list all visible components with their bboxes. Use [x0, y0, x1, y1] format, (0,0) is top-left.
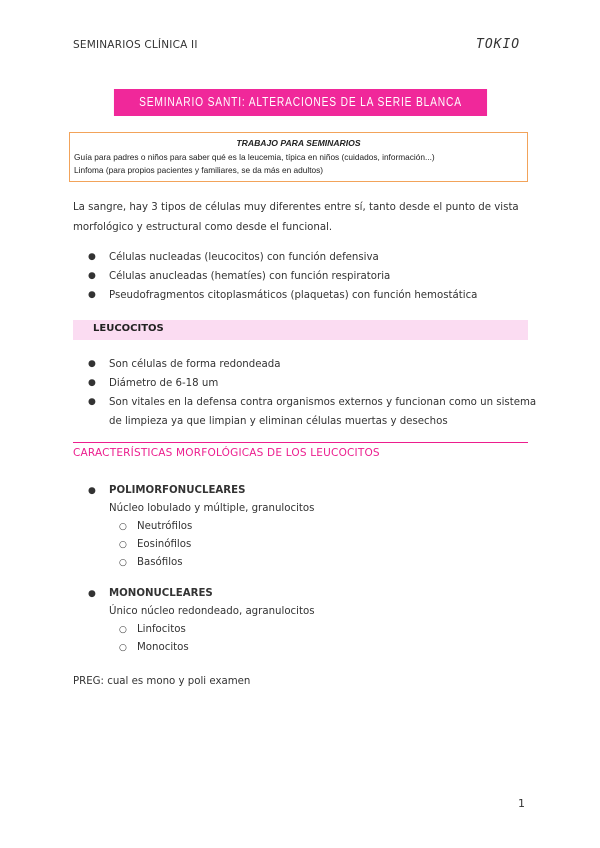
circle-bullet-icon: ○	[119, 625, 127, 635]
sub-list-item	[73, 621, 315, 639]
header-left: SEMINARIOS CLÍNICA II	[73, 39, 198, 51]
group-name: MONONUCLEARES	[109, 588, 213, 599]
mononucleares-sublist	[73, 621, 315, 657]
sub-item-text: Neutrófilos	[137, 521, 193, 532]
preg-note: PREG: cual es mono y poli examen	[73, 676, 251, 687]
list-item-text: Diámetro de 6-18 um	[109, 378, 219, 389]
list-item	[73, 374, 536, 393]
bullet-icon: ●	[88, 378, 96, 388]
sub-item-text: Basófilos	[137, 557, 183, 568]
blood-types-list	[73, 248, 477, 305]
sub-item-text: Monocitos	[137, 642, 189, 653]
list-item	[73, 248, 477, 267]
header-right: TOKIO	[476, 37, 521, 52]
leucocitos-heading-bar	[73, 320, 528, 340]
sub-item-text: Linfocitos	[137, 624, 186, 635]
page-number: 1	[518, 797, 525, 810]
circle-bullet-icon: ○	[119, 643, 127, 653]
list-item-text: Células anucleadas (hematíes) con función respiratoria	[109, 271, 391, 282]
bullet-icon: ●	[88, 359, 96, 369]
page-title-text: SEMINARIO SANTI: ALTERACIONES DE LA SERIE BLANCA	[139, 95, 462, 109]
bullet-icon: ●	[88, 397, 96, 407]
sub-list-item	[73, 518, 314, 536]
sub-list-item	[73, 536, 314, 554]
polimorfonucleares-heading	[73, 482, 314, 500]
list-item-text: de limpieza ya que limpian y eliminan células muertas y desechos	[109, 416, 448, 427]
seminar-box	[69, 132, 528, 182]
list-item-text: Son células de forma redondeada	[109, 359, 281, 370]
polimorfonucleares-sublist	[73, 518, 314, 572]
list-item	[73, 355, 536, 374]
list-item	[73, 267, 477, 286]
leucocitos-heading: LEUCOCITOS	[93, 323, 164, 334]
intro-paragraph	[73, 198, 533, 238]
sub-item-text: Eosinófilos	[137, 539, 192, 550]
bullet-icon: ●	[88, 252, 96, 262]
circle-bullet-icon: ○	[119, 558, 127, 568]
polimorfonucleares-desc: Núcleo lobulado y múltiple, granulocitos	[109, 503, 315, 514]
intro-line-2: morfológico y estructural como desde el funcional.	[73, 222, 333, 233]
leucocitos-list	[73, 355, 536, 431]
list-item-continuation	[73, 412, 536, 431]
list-item	[73, 286, 477, 305]
seminar-box-line-2: Linfoma (para propios pacientes y familiares, se da más en adultos)	[74, 165, 324, 175]
mononucleares-group	[73, 585, 315, 657]
intro-line-1: La sangre, hay 3 tipos de células muy diferentes entre sí, tanto desde el punto de vista	[73, 202, 519, 213]
bullet-icon: ●	[88, 589, 96, 599]
mononucleares-heading	[73, 585, 315, 603]
page-title	[114, 89, 487, 116]
bullet-icon: ●	[88, 271, 96, 281]
list-item	[73, 393, 536, 412]
sub-list-item	[73, 554, 314, 572]
seminar-box-line-1: Guía para padres o niños para saber qué es la leucemia, típica en niños (cuidados, información...)	[74, 152, 435, 162]
list-item-text: Células nucleadas (leucocitos) con función defensiva	[109, 252, 379, 263]
section-divider	[73, 442, 528, 443]
group-name: POLIMORFONUCLEARES	[109, 485, 246, 496]
seminar-box-title: TRABAJO PARA SEMINARIOS	[236, 138, 361, 148]
circle-bullet-icon: ○	[119, 522, 127, 532]
mononucleares-desc: Único núcleo redondeado, agranulocitos	[109, 606, 315, 617]
polimorfonucleares-group	[73, 482, 314, 572]
circle-bullet-icon: ○	[119, 540, 127, 550]
section-heading: CARACTERÍSTICAS MORFOLÓGICAS DE LOS LEUCOCITOS	[73, 447, 380, 459]
list-item-text: Son vitales en la defensa contra organismos externos y funcionan como un sistema	[109, 397, 537, 408]
bullet-icon: ●	[88, 486, 96, 496]
bullet-icon: ●	[88, 290, 96, 300]
sub-list-item	[73, 639, 315, 657]
list-item-text: Pseudofragmentos citoplasmáticos (plaquetas) con función hemostática	[109, 290, 478, 301]
